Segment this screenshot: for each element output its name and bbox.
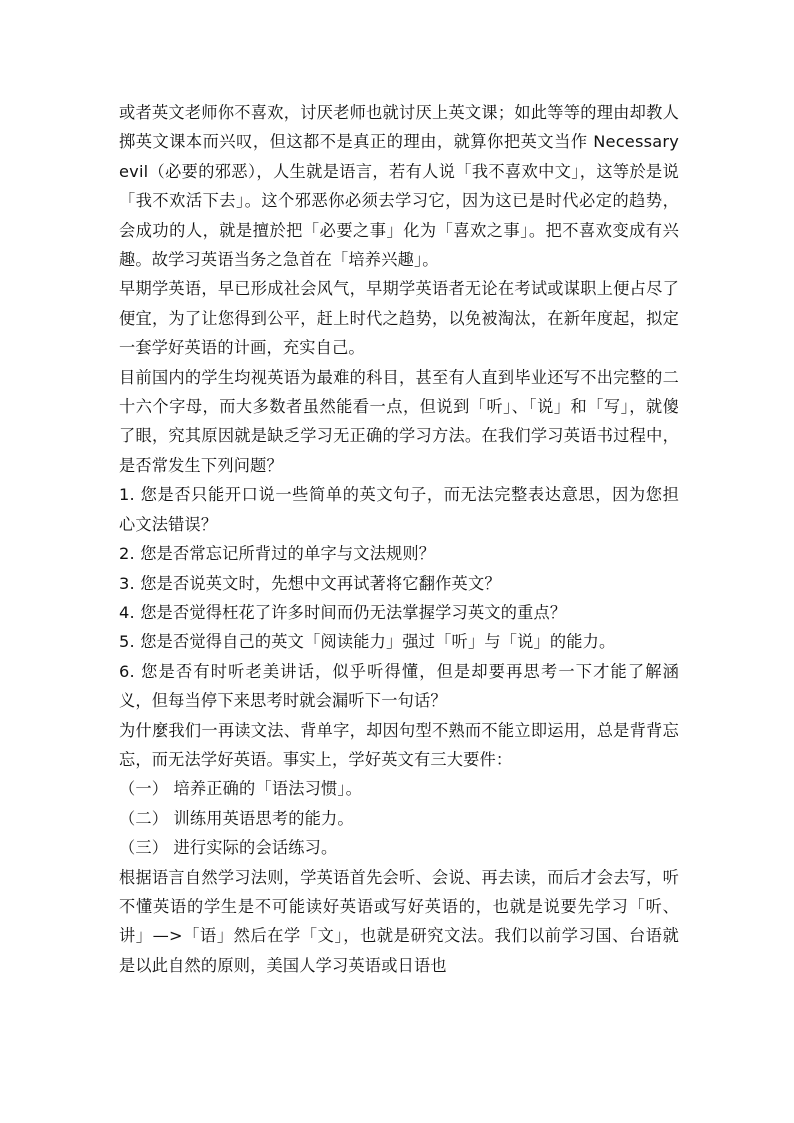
- requirement-item-1: （一） 培养正确的「语法习惯」。: [119, 779, 363, 799]
- question-item-2: 2. 您是否常忘记所背过的单字与文法规则？: [119, 544, 436, 564]
- paragraph-intro-3: 目前国内的学生均视英语为最难的科目，甚至有人直到毕业还写不出完整的二十六个字母，而大多数者虽然能看一点，但说到「听」、「说」和「写」，就傻了眼，究其原因就是缺乏学习无正确的学习方法。在我们学习英语书过程中，是否常发生下列问题？: [119, 367, 679, 475]
- question-item-6: 6. 您是否有时听老美讲话，似乎听得懂，但是却要再思考一下才能了解涵义，但每当停下来思考时就会漏听下一句话？: [119, 661, 679, 711]
- question-item-5: 5. 您是否觉得自己的英文「阅读能力」强过「听」与「说」的能力。: [119, 632, 616, 652]
- question-item-4: 4. 您是否觉得枉花了许多时间而仍无法掌握学习英文的重点？: [119, 602, 567, 622]
- requirement-item-3: （三） 进行实际的会话练习。: [119, 838, 338, 858]
- paragraph-intro-2: 早期学英语，早已形成社会风气，早期学英语者无论在考试或谋职上便占尽了便宜，为了让您得到公平，赶上时代之趋势，以免被淘汰，在新年度起，拟定一套学好英语的计画，充实自己。: [119, 279, 679, 358]
- question-item-3: 3. 您是否说英文时，先想中文再试著将它翻作英文？: [119, 573, 501, 593]
- question-item-1: 1. 您是否只能开口说一些简单的英文句子，而无法完整表达意思，因为您担心文法错误？: [119, 485, 679, 534]
- paragraph-intro-1: 或者英文老师你不喜欢，讨厌老师也就讨厌上英文课；如此等等的理由却教人掷英文课本而兴叹，但这都不是真正的理由，就算你把英文当作 Necessary evil（必要的邪恶），人生就是语言，若有人说「我不喜欢中文」，这等於是说「我不欢活下去」。这个邪恶你必须去学习它，因为这已是时代必定的趋势，会成功的人，就是擅於把「必要之事」化为「喜欢之事」。把不喜欢变成有兴趣。故学习英语当务之急首在「培养兴趣」。: [119, 103, 679, 270]
- document-body: [119, 98, 679, 980]
- paragraph-end: 根据语言自然学习法则，学英语首先会听、会说、再去读，而后才会去写，听不懂英语的学生是不可能读好英语或写好英语的，也就是说要先学习「听、讲」—>「语」然后在学「文」，也就是研究文法。我们以前学习国、台语就是以此自然的原则，美国人学习英语或日语也: [119, 867, 679, 975]
- requirement-item-2: （二） 训练用英语思考的能力。: [119, 808, 354, 828]
- paragraph-mid: 为什麼我们一再读文法、背单字，却因句型不熟而不能立即运用，总是背背忘忘，而无法学好英语。事实上，学好英文有三大要件：: [119, 720, 679, 769]
